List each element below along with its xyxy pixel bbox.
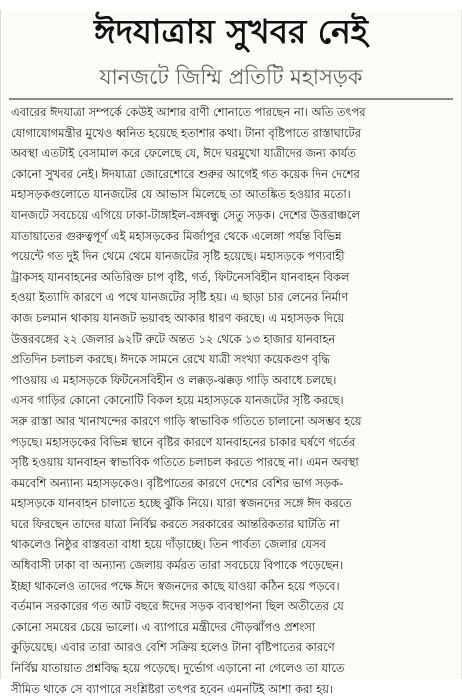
body-line: মহাসড়কগুলোতে যানজটের যে আভাস মিলেছে তা আতঙ্কিত হওয়ার মতো। [11, 187, 351, 202]
article-body [11, 102, 451, 699]
body-line: সীমিত থাকে সে ব্যাপারে সংশ্লিষ্টরা তৎপর হবেন এমনটিই আশা করা হয়। [11, 681, 333, 696]
body-line: ঘরে ফিরছেন তাদের যাত্রা নির্বিঘ্ন করতে সরকারের আন্তরিকতার ঘাটতি না [11, 516, 340, 531]
body-line: যোগাযোগমন্ত্রীর মুখেও ধ্বনিত হয়েছে হতাশার কথা। টানা বৃষ্টিপাতে রাস্তাঘাটের [11, 125, 362, 140]
body-line: কোনো সময়ের চেয়ে ভালো। এ ব্যাপারে মন্ত্রীদের দৌড়ঝাঁপও প্রশংসা [11, 619, 316, 634]
body-line: থাকলেও নিষ্ঠুর বাস্তবতা বাধা হয়ে দাঁড়াচ্ছে। তিন পার্বত্য জেলার যেসব [11, 537, 326, 552]
body-line: বর্তমান সরকারের গত আট বছরে ঈদের সড়ক ব্যবস্থাপনা ছিল অতীতের যে [11, 599, 344, 614]
body-line: হওয়া ইত্যাদি কারণে এ পথে যানজটের সৃষ্টি হয়। এ ছাড়া চার লেনের নির্মাণ [11, 290, 349, 305]
subheadline: যানজটে জিম্মি প্রতিটি মহাসড়ক [99, 65, 363, 89]
newspaper-clipping [0, 10, 462, 696]
divider-rule [9, 98, 453, 100]
body-line: ইচ্ছা থাকলেও তাদের পক্ষে ঈদে স্বজনদের কাছে যাওয়া কঠিন হয়ে পড়বে। [11, 578, 340, 593]
body-line: সরু রাস্তা আর খানাখন্দের কারণে গাড়ি স্বাভাবিক গতিতে চালানো অসম্ভব হয়ে [11, 413, 362, 428]
body-line: ট্রাকসহ যানবাহনের অতিরিক্ত চাপ বৃষ্টি, গর্ত, ফিটনেসবিহীন যানবাহন বিকল [11, 269, 350, 284]
body-line: কুড়িয়েছে। এবার তারা আরও বেশি সক্রিয় হলেও টানা বৃষ্টিপাতের কারণে [11, 640, 335, 655]
body-line: কমবেশি অন্যান্য মহাসড়কেও। বৃষ্টিপাতের কারণে দেশের বেশির ভাগ সড়ক- [11, 475, 344, 490]
body-line: অধিবাসী ঢাকা বা অন্যান্য জেলায় কর্মরত তারা সবচেয়ে বিপাকে পড়েছেন। [11, 558, 344, 573]
body-line: উত্তরবঙ্গের ২২ জেলার ৯২টি রুটে অন্তত ১২ থেকে ১৩ হাজার যানবাহন [11, 331, 336, 346]
body-line: এসব গাড়ির কোনো কোনোটি বিকল হয়ে মহাসড়কে যানজটের সৃষ্টি করছে। [11, 393, 344, 408]
body-line: সৃষ্টি হওয়ায় যানবাহন স্বাভাবিক গতিতে চলাচল করতে পারছে না। এমন অবস্থা [11, 455, 359, 470]
body-line: যাতায়াতের গুরুত্বপূর্ণ এই মহাসড়কের মির্জাপুর থেকে এলেঙ্গা পর্যন্ত বিভিন্ন [11, 228, 342, 243]
body-line: পড়ছে। মহাসড়কের বিভিন্ন স্থানে বৃষ্টির কারণে যানবাহনের চাকার ঘর্ষণে গর্তের [11, 434, 356, 449]
body-line: প্রতিদিন চলাচল করছে। ঈদকে সামনে রেখে যাত্রী সংখ্যা কয়েকগুণ বৃদ্ধি [11, 352, 330, 367]
body-line: মহাসড়কে যানবাহন চালাতে হচ্ছে ঝুঁকি নিয়ে। যারা স্বজনদের সঙ্গে ঈদ করতে [11, 496, 352, 511]
body-line: এবারের ঈদযাত্রা সম্পর্কে কেউই আশার বাণী শোনাতে পারছেন না। অতি তৎপর [11, 105, 366, 119]
body-line: কোনো সুখবর নেই। ঈদযাত্রা জোরেশোরে শুরুর আগেই গত কয়েক দিন দেশের [11, 166, 360, 181]
body-line: পয়েন্টে গত দুই দিন থেমে থেমে যানজটের সৃষ্টি হয়েছে। মহাসড়কে পণ্যবাহী [11, 249, 345, 264]
body-line: পাওয়ায় এ মহাসড়কে ফিটনেসবিহীন ও লক্কড়-ঝক্কড় গাড়ি অবাধে চলছে। [11, 372, 337, 387]
body-line: নির্বিঘ্ন যাতায়াত প্রশ্নবিদ্ধ হয়ে পড়েছে। দুর্ভোগ এড়ানো না গেলেও তা যাতে [11, 661, 345, 676]
headline: ঈদযাত্রায় সুখবর নেই [94, 12, 368, 51]
body-line: কাজ চলমান থাকায় যানজট ভয়াবহ আকার ধারণ করছে। এ মহাসড়ক দিয়ে [11, 310, 345, 325]
body-line: অবস্থা এতটাই বেসামাল করে ফেলেছে যে, ঈদে ঘরমুখো যাত্রীদের জন্য কার্যত [11, 146, 356, 161]
body-line: যানজটে সবচেয়ে এগিয়ে ঢাকা-টাঙ্গাইল-বঙ্গবন্ধু সেতু সড়ক। দেশের উত্তরাঞ্চলে [11, 207, 360, 222]
